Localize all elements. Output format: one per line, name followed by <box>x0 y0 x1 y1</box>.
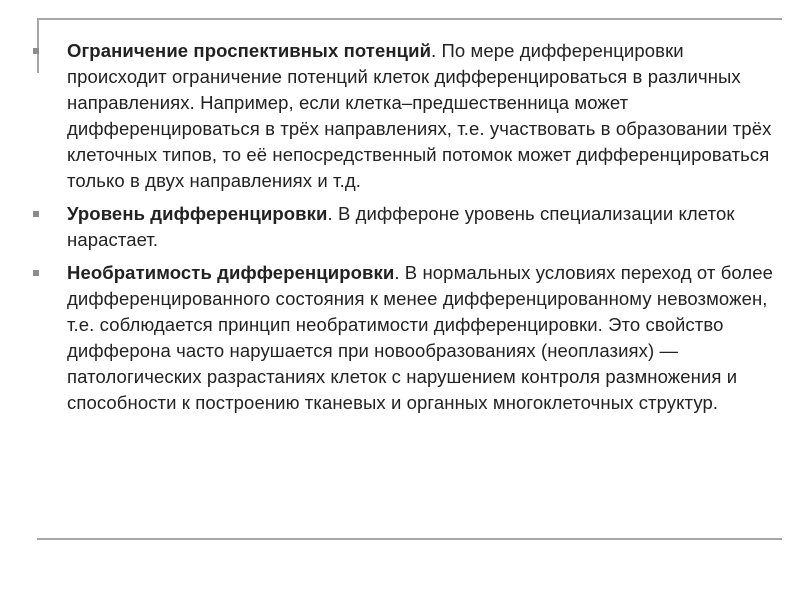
item-text: . По мере дифференцировки происходит ограничение потенций клеток дифференцироваться в различных направлениях. Например, если клетка–предшественница может дифференцироваться в трёх направлениях, т.е. участвовать в образовании трёх клеточных типов, то её непосредственный потомок может дифференцироваться только в двух направлениях и т.д. <box>67 40 772 191</box>
item-term: Ограничение проспективных потенций <box>67 40 432 61</box>
list-item-prospective-potentials <box>30 38 775 194</box>
square-bullet-icon <box>33 270 39 276</box>
item-term: Уровень дифференцировки <box>67 203 328 224</box>
list-item-irreversibility <box>30 260 775 416</box>
list-item-differentiation-level <box>30 201 775 253</box>
item-text: . В диффероне уровень специализации клеток нарастает. <box>67 203 735 250</box>
top-rule <box>37 18 782 20</box>
square-bullet-icon <box>33 211 39 217</box>
item-term: Необратимость дифференцировки <box>67 262 395 283</box>
square-bullet-icon <box>33 48 39 54</box>
slide-body <box>30 38 775 423</box>
item-text: . В нормальных условиях переход от более дифференцированного состояния к менее дифференцированному невозможен, т.е. соблюдается принцип необратимости дифференцировки. Это свойство дифферона часто нарушается при новообразованиях (неоплазиях) — патологических разрастаниях клеток с нарушением контроля размножения и способности к построению тканевых и органных многоклеточных структур. <box>67 262 774 413</box>
bottom-rule <box>37 538 782 540</box>
